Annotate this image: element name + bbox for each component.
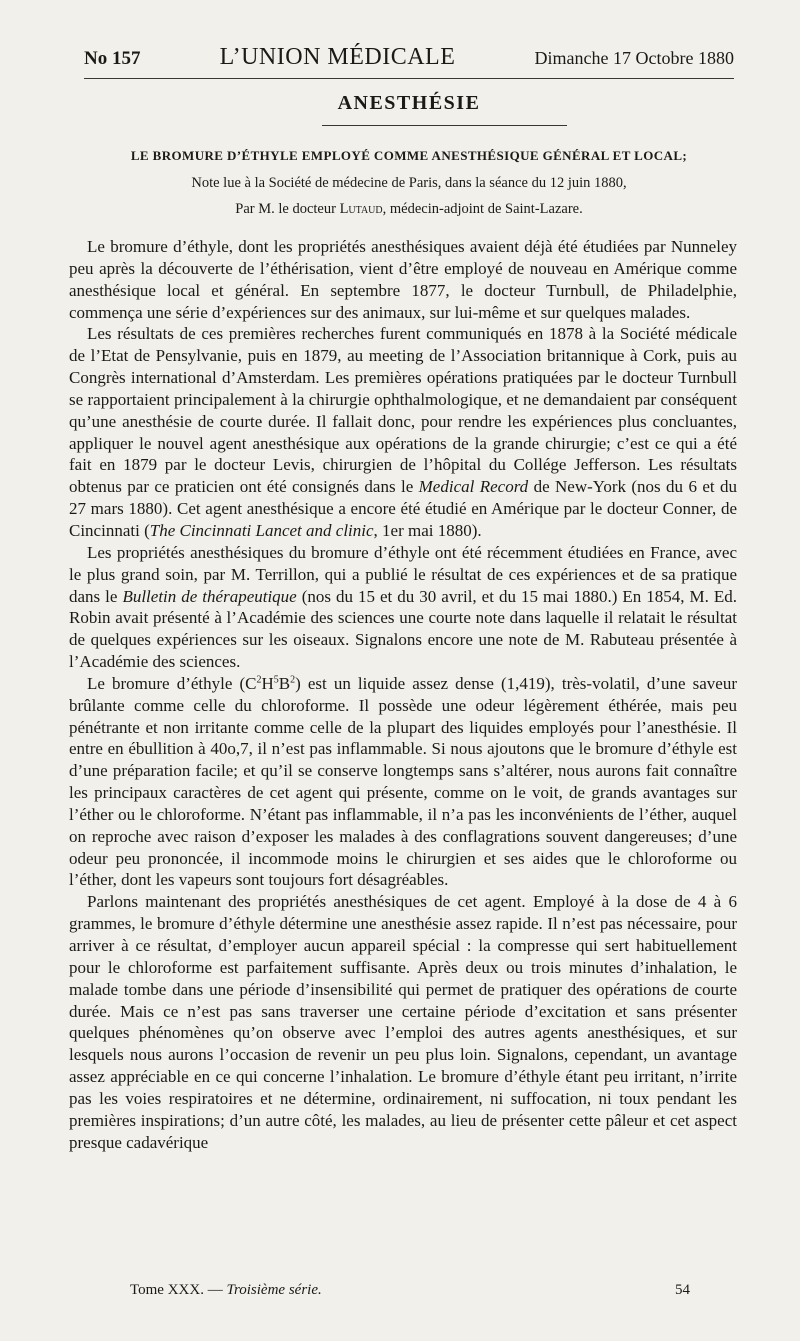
paragraph-4 <box>69 673 737 891</box>
paragraph-4-text-b: ) est un liquide assez dense (1,419), très-volatil, d’une saveur brûlante comme celle du chloroforme. Il possède une odeur légèrement éthérée, mais peu pénétrante et non irritante comme celle de la plupart des liquides employés pour l’anesthésie. Il entre en ébullition à 40o,7, il n’est pas inflammable. Si nous ajoutons que le bromure d’éthyle est d’une préparation facile; et qu’il se conserve longtemps sans s’altérer, nous aurons fait connaître les principaux caractères de cet agent qui présente, comme on le voit, de grands avantages sur l’éther ou le chloroforme. N’étant pas inflammable, il n’a pas les inconvénients de l’éther, auquel on reproche avec raison d’exposer les malades à des conflagrations souvent dangereuses; d’une odeur peu prononcée, il incommode moins le chirurgien et ses aides que le chloroforme ou l’éther, dont les vapeurs sont toujours fort désagréables. <box>69 673 737 890</box>
formula-subscript-3: 2 <box>290 674 296 686</box>
paragraph-1: Le bromure d’éthyle, dont les propriétés anesthésiques avaient déjà été étudiées par Nunneley peu après la découverte de l’éthérisation, vient d’être employé de nouveau en Amérique comme anesthésique local et général. En septembre 1877, le docteur Turnbull, de Philadelphie, commença une série d’expériences sur des animaux, sur lui-même et sur quelques malades. <box>69 237 737 322</box>
article-note: Note lue à la Société de médecine de Paris, dans la séance du 12 juin 1880, <box>191 175 627 191</box>
paragraph-2-text-a: Les résultats de ces premières recherches furent communiqués en 1878 à la Société médicale de l’Etat de Pensylvanie, puis en 1879, au meeting de l’Association britannique à Cork, puis au Congrès international d’Amsterdam. Les premières opérations pratiquées par le docteur Turnbull se rapportaient principalement à la chirurgie ophthalmologique, et ne demandaient par conséquent qu’une anesthésie de courte durée. Il fallait donc, pour rendre les expériences plus concluantes, appliquer le nouvel agent anesthésique aux opérations de la grande chirurgie; c’est ce qui a été fait en 1879 par le docteur Levis, chirurgien de l’hôpital du Collége Jefferson. Les résultats obtenus par ce praticien ont été consignés dans le <box>69 324 737 497</box>
paragraph-3-text-b: (nos du 15 et du 30 avril, et du 15 mai 1880.) En 1854, M. Ed. Robin avait présenté à l’Académie des sciences une courte note dans laquelle il relatait le résultat de quelques expériences sur les oiseaux. Signalons encore une note de M. Rabuteau présentée à l’Académie des sciences. <box>69 586 737 672</box>
issue-date: Dimanche 17 Octobre 1880 <box>534 48 734 68</box>
article-byline <box>84 201 734 218</box>
paragraph-2-text-b: de New-York (nos du 6 et du 27 mars 1880). Cet agent anesthésique a encore été étudié en Amérique par le docteur Conner, de Cincinnati ( <box>69 477 737 540</box>
issue-number: No 157 <box>84 48 141 69</box>
paragraph-2-text-c: , 1er mai 1880). <box>373 520 482 540</box>
paragraph-4-text-a: Le bromure d’éthyle (C <box>87 673 257 693</box>
running-header <box>84 44 734 74</box>
article-title: LE BROMURE D’ÉTHYLE EMPLOYÉ COMME ANESTHÉSIQUE GÉNÉRAL ET LOCAL; <box>130 148 688 163</box>
article-body <box>69 236 737 1153</box>
journal-citation-bulletin: Bulletin de thérapeutique <box>122 586 297 606</box>
journal-title: L’UNION MÉDICALE <box>219 44 456 70</box>
section-heading: ANESTHÉSIE <box>337 92 481 114</box>
footer-series: Troisième série. <box>226 1282 322 1298</box>
paragraph-3 <box>69 542 737 673</box>
footer-tome: Tome XXX. — <box>130 1282 223 1298</box>
author-name: Lutaud <box>339 201 383 217</box>
formula-subscript-2: 5 <box>273 674 279 686</box>
journal-citation-medical-record: Medical Record <box>418 477 529 497</box>
formula-h: H <box>261 673 274 693</box>
page-number: 54 <box>675 1282 690 1298</box>
section-rule <box>322 125 567 126</box>
page-footer <box>130 1282 690 1299</box>
paragraph-5: Parlons maintenant des propriétés anesthésiques de cet agent. Employé à la dose de 4 à 6 grammes, le bromure d’éthyle détermine une anesthésie assez rapide. Il n’est pas nécessaire, pour arriver à ce résultat, d’employer aucun appareil spécial : la compresse qui sert habituellement pour le chloroforme est parfaitement suffisante. Après deux ou trois minutes d’inhalation, le malade tombe dans une période d’insensibilité qui permet de pratiquer des opérations de courte durée. Mais ce n’est pas sans traverser une certaine période d’excitation et sans présenter quelques phénomènes qu’on observe avec l’emploi des autres agents anesthésiques, et sur lesquels nous aurons l’occasion de revenir un peu plus loin. Signalons, cependant, un avantage assez appréciable en ce qui concerne l’inhalation. Le bromure d’éthyle étant peu irritant, n’irrite pas les voies respiratoires et ne détermine, ordinairement, ni suffocation, ni toux pendant les premières inspirations; d’un autre côté, les malades, au lieu de présenter cette pâleur et cet aspect presque cadavérique <box>69 892 737 1152</box>
byline-prefix: Par M. le docteur <box>235 201 336 217</box>
footer-volume <box>130 1282 322 1299</box>
journal-citation-cincinnati-lancet: The Cincinnati Lancet and clinic <box>149 520 374 540</box>
paragraph-2 <box>69 323 737 541</box>
formula-subscript-1: 2 <box>256 674 262 686</box>
byline-suffix: , médecin-adjoint de Saint-Lazare. <box>382 201 583 217</box>
header-rule <box>84 78 734 79</box>
formula-b: B <box>278 673 291 693</box>
paragraph-3-text-a: Les propriétés anesthésiques du bromure d’éthyle ont été récemment étudiées en France, avec le plus grand soin, par M. Terrillon, qui a publié le résultat de ces expériences et de sa pratique dans le <box>69 542 737 606</box>
